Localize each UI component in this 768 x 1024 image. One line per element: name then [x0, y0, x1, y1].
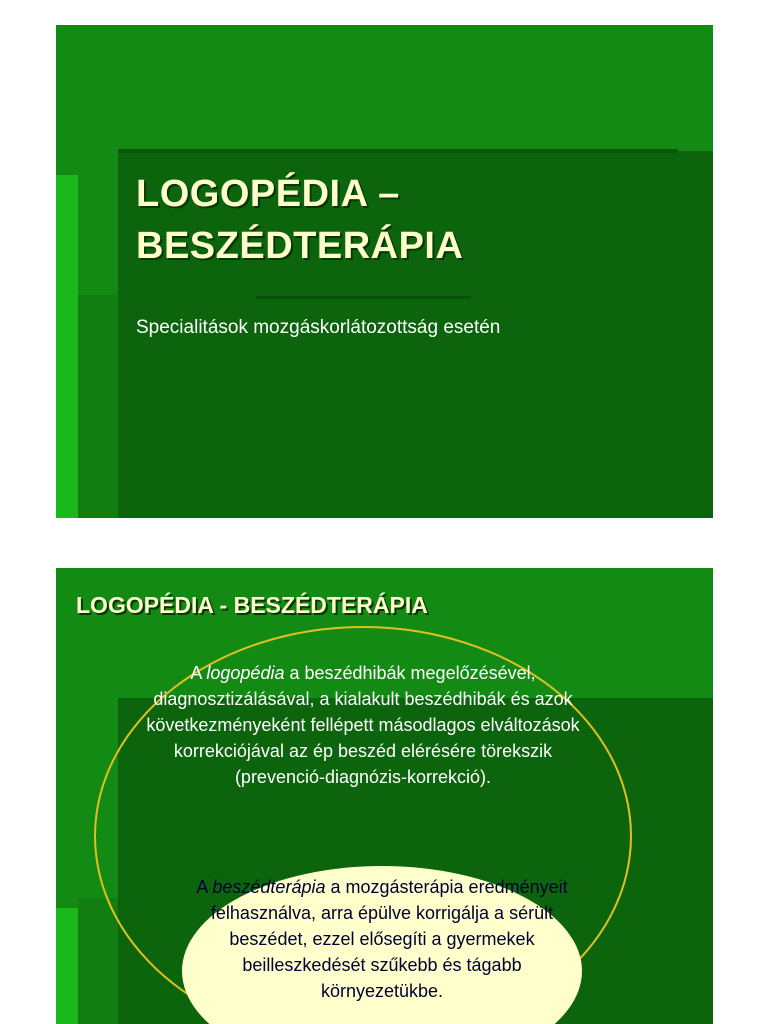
- logopedia-definition: [146, 660, 580, 790]
- slide-2-title: LOGOPÉDIA - BESZÉDTERÁPIA: [76, 592, 428, 618]
- slide-2-accent-strip: [56, 908, 78, 1024]
- slide-1-subtitle: Specialitások mozgáskorlátozottság esetén: [136, 317, 501, 338]
- slide-1-title: [136, 168, 463, 272]
- logopedia-term: logopédia: [206, 663, 285, 683]
- beszedterapia-term: beszédterápia: [212, 877, 326, 897]
- slide-2: [56, 568, 713, 1024]
- slide-1-title-line-2: BESZÉDTERÁPIA: [136, 225, 464, 267]
- logopedia-text: a beszédhibák megelőzésével, diagnosztizálásával, a kialakult beszédhibák és azok következményeként fellépett másodlagos elváltozások korrekciójával az ép beszéd elérésére törekszik (prevenció-diagnózis-korrekció).: [146, 663, 580, 787]
- slide-1-top-rule: [118, 149, 678, 153]
- beszedterapia-definition: [190, 874, 574, 1004]
- beszedterapia-text: a mozgásterápia eredményeit felhasználva, arra épülve korrigálja a sérült beszédet, ezzel elősegíti a gyermekek beilleszkedését szűkebb és tágabb környezetükbe.: [210, 877, 568, 1001]
- beszedterapia-prefix: A: [196, 877, 213, 897]
- slide-1-accent-strip: [56, 175, 78, 518]
- slide-1-title-divider: [256, 296, 471, 299]
- slide-2-accent-block: [78, 898, 118, 1024]
- slide-1: [56, 25, 713, 518]
- logopedia-prefix: A: [190, 663, 207, 683]
- slide-1-title-line-1: LOGOPÉDIA –: [136, 173, 400, 215]
